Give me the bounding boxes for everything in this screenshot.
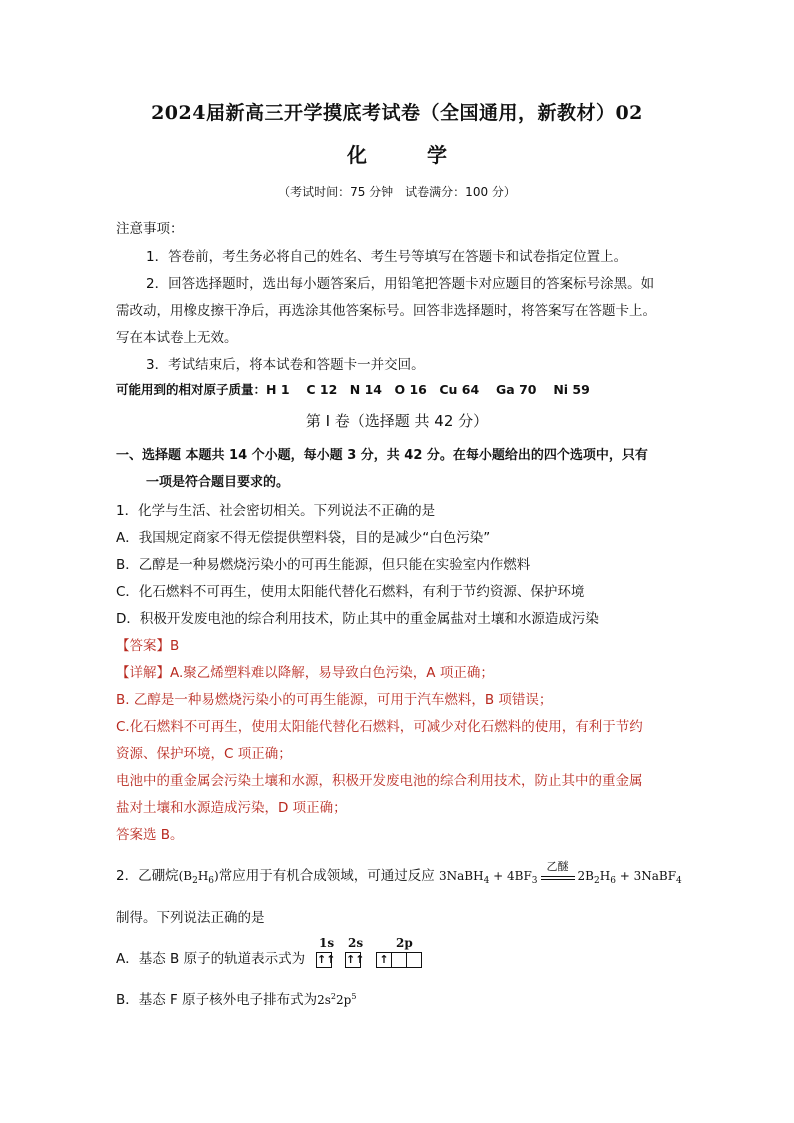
q1-option-b: B．乙醇是一种易燃烧污染小的可再生能源，但只能在实验室内作燃料: [116, 557, 531, 573]
arrow-condition: 乙醚: [546, 859, 569, 873]
section-instructions-line-1: 一、选择题 本题共 14 个小题，每小题 3 分，共 42 分。在每小题给出的四个选项中，只有: [116, 448, 648, 463]
orbital-box-2p-3: [406, 952, 422, 968]
q2-stem-middle: 常应用于有机合成领域，可通过反应: [218, 868, 435, 884]
orbital-box-2p-2: [391, 952, 407, 968]
exam-meta: （考试时间：75 分钟 试卷满分：100 分）: [278, 185, 516, 199]
subject-heading: [0, 139, 794, 168]
orbital-label-2s: 2s: [348, 936, 364, 950]
notice-item-1: 1．答卷前，考生务必将自己的姓名、考生号等填写在答题卡和试卷指定位置上。: [146, 249, 628, 265]
q2-option-b: [116, 988, 356, 1008]
q1-option-d: D．积极开发废电池的综合利用技术，防止其中的重金属盐对土壤和水源造成污染: [116, 611, 599, 627]
notice-item-2-line-3: 写在本试卷上无效。: [116, 330, 238, 346]
subject-char-1: 化: [347, 143, 367, 167]
electron-configuration: $2s^22p^5$: [317, 992, 357, 1007]
q1-option-a: A．我国规定商家不得无偿提供塑料袋，目的是减少“白色污染”: [116, 530, 491, 546]
q2-option-a: A．基态 B 原子的轨道表示式为: [116, 951, 306, 967]
q1-option-c: C．化石燃料不可再生，使用太阳能代替化石燃料，有利于节约资源、保护环境: [116, 584, 585, 600]
q2-stem-line-1: [116, 859, 682, 886]
orbital-box-2s: ↑↑: [346, 953, 365, 966]
q1-detail-line-2: B. 乙醇是一种易燃烧污染小的可再生能源，可用于汽车燃料，B 项错误；: [116, 692, 553, 708]
section-instructions-line-2: 一项是符合题目要求的。: [146, 475, 290, 490]
notice-item-3: 3．考试结束后，将本试卷和答题卡一并交回。: [146, 357, 425, 373]
subject-char-2: 学: [427, 143, 447, 167]
orbital-box-1s: ↑↑: [317, 953, 336, 966]
q1-detail-line-5: 电池中的重金属会污染土壤和水源，积极开发废电池的综合利用技术，防止其中的重金属: [116, 773, 643, 789]
orbital-label-1s: 1s: [319, 936, 335, 950]
q1-detail-line-3: C.化石燃料不可再生，使用太阳能代替化石燃料，可减少对化石燃料的使用，有利于节约: [116, 719, 643, 735]
q1-detail-line-7: 答案选 B。: [116, 827, 184, 843]
orbital-box-2p-1: ↑: [376, 952, 392, 968]
q1-detail-line-4: 资源、保护环境，C 项正确；: [116, 746, 292, 762]
q2-stem-start: 2．乙硼烷: [116, 868, 179, 884]
q2-stem-line-2: 制得。下列说法正确的是: [116, 910, 265, 926]
orbital-label-2p: 2p: [396, 936, 413, 950]
notice-item-2-line-2: 需改动，用橡皮擦干净后，再选涂其他答案标号。回答非选择题时，将答案写在答题卡上。: [116, 303, 656, 319]
q1-stem: 1．化学与生活、社会密切相关。下列说法不正确的是: [116, 503, 436, 519]
reaction-equation: 3NaBH$_4$ + $4BF_3$ 乙醚 $2B_2H_6$ + 3NaBF$_4$: [439, 859, 682, 886]
notice-heading: 注意事项：: [116, 221, 184, 237]
page-title: 2024届新高三开学摸底考试卷（全国通用，新教材）02: [151, 102, 643, 124]
q1-detail-line-6: 盐对土壤和水源造成污染，D 项正确；: [116, 800, 347, 816]
reaction-arrow: [541, 859, 575, 884]
q1-detail-line-1: 【详解】A.聚乙烯塑料难以降解，易导致白色污染，A 项正确；: [116, 665, 494, 681]
q1-answer: 【答案】B: [116, 638, 180, 654]
atomic-masses: 可能用到的相对原子质量：H 1 C 12 N 14 O 16 Cu 64 Ga 70 Ni 59: [116, 382, 590, 397]
q2-option-b-text: B．基态 F 原子核外电子排布式为: [116, 992, 318, 1008]
diborane-formula: $(B_2H_6)$: [178, 869, 219, 886]
section-title: 第 I 卷（选择题 共 42 分）: [305, 412, 489, 430]
notice-item-2-line-1: 2．回答选择题时，选出每小题答案后，用铅笔把答题卡对应题目的答案标号涂黑。如: [146, 276, 655, 292]
